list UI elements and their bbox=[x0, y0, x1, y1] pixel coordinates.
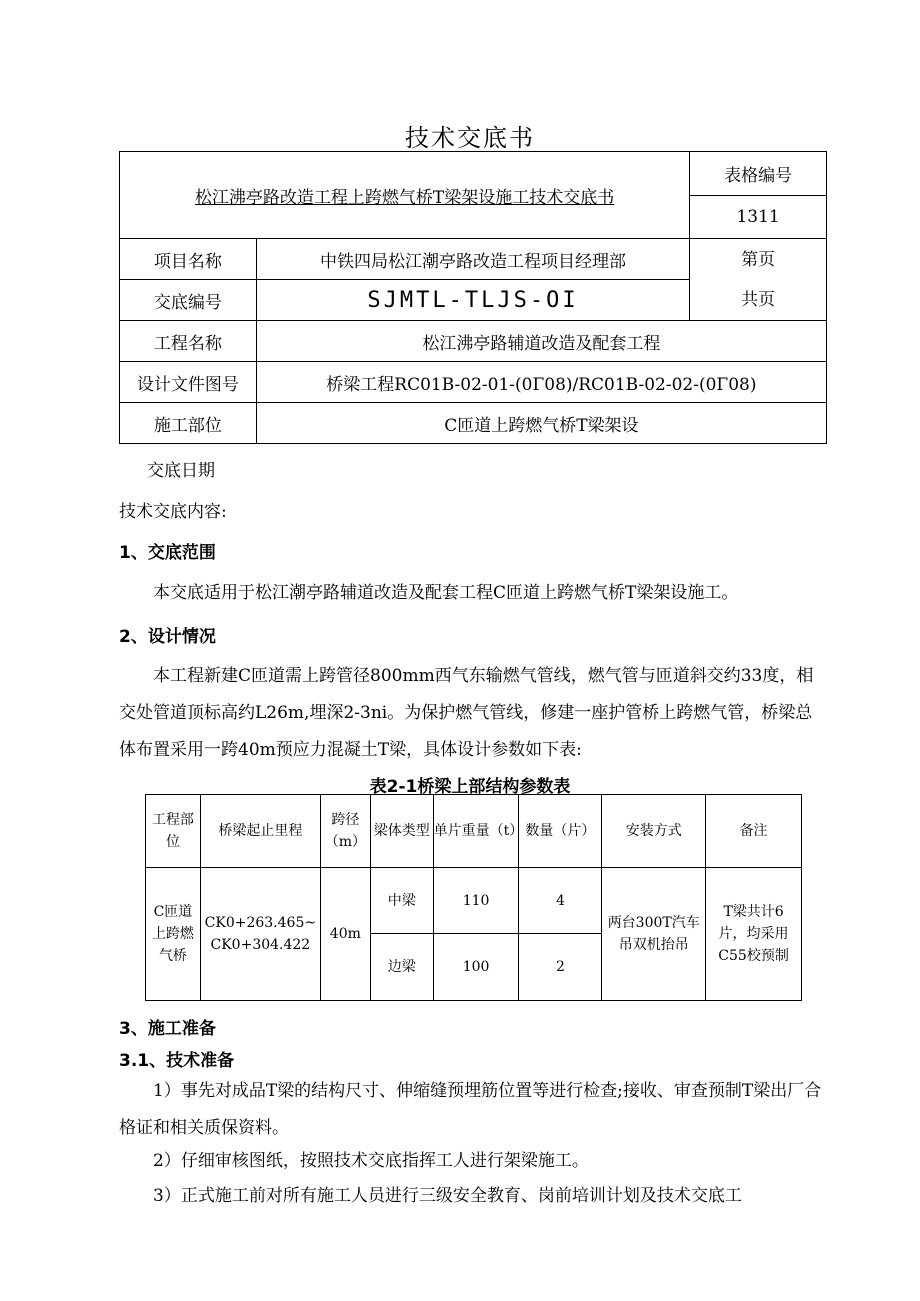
cell-beam-type: 中梁 bbox=[370, 868, 433, 934]
drawing-value: 桥梁工程RC01B-02-01-(0Γ08)/RC01B-02-02-(0Γ08) bbox=[256, 362, 826, 403]
cell-remark: T梁共计6片，均采用C55校预制 bbox=[706, 868, 802, 1001]
date-label: 交底日期 bbox=[147, 461, 215, 481]
total-pages-label: 共页 bbox=[741, 289, 776, 310]
col-header-part: 工程部位 bbox=[146, 795, 201, 868]
cell-weight: 110 bbox=[433, 868, 519, 934]
page-label: 第页 bbox=[741, 249, 776, 270]
engineering-value: 松江沸亭路辅道改造及配套工程 bbox=[256, 321, 826, 362]
col-header-weight: 单片重量（t） bbox=[433, 795, 519, 868]
section-1-heading: 1、交底范围 bbox=[119, 543, 216, 563]
col-header-mileage: 桥梁起止里程 bbox=[200, 795, 320, 868]
drawing-label: 设计文件图号 bbox=[120, 362, 257, 403]
project-label: 项目名称 bbox=[120, 239, 257, 280]
cell-mileage bbox=[200, 868, 320, 1001]
section-3-item-2: 2）仔细审核图纸，按照技术交底指挥工人进行架梁施工。 bbox=[153, 1151, 589, 1171]
cell-count: 4 bbox=[519, 868, 602, 934]
col-header-count: 数量（片） bbox=[519, 795, 602, 868]
section-3-1-heading: 3.1、技术准备 bbox=[119, 1051, 235, 1071]
engineering-label: 工程名称 bbox=[120, 321, 257, 362]
section-3-item-1: 1）事先对成品T梁的结构尺寸、伸缩缝预埋筋位置等进行检查;接收、审查预制T梁出厂合格证和相关质保资料。 bbox=[119, 1081, 822, 1138]
col-header-remark: 备注 bbox=[706, 795, 802, 868]
parameter-table bbox=[145, 794, 802, 1001]
col-header-install: 安装方式 bbox=[602, 795, 706, 868]
part-label: 施工部位 bbox=[120, 403, 257, 444]
doc-name bbox=[120, 152, 690, 239]
project-value: 中铁四局松江潮亭路改造工程项目经理部 bbox=[256, 239, 689, 280]
section-3-heading: 3、施工准备 bbox=[119, 1019, 216, 1039]
form-no-value: 1311 bbox=[690, 195, 827, 239]
section-2-text: 本工程新建C匝道需上跨管径800mm西气东输燃气管线，燃气管与匝道斜交约33度，相交处管道顶标高约L26m,埋深2-3ni。为保护燃气管线，修建一座护管桥上跨燃气管，桥梁总体布置采用一跨40m预应力混凝土T梁，具体设计参数如下表: bbox=[119, 666, 814, 760]
document-title: 技术交底书 bbox=[405, 124, 535, 152]
section-2-heading: 2、设计情况 bbox=[119, 627, 216, 647]
cell-install: 两台300T汽车吊双机抬吊 bbox=[602, 868, 706, 1001]
col-header-span: 跨径（m） bbox=[320, 795, 370, 868]
content-label: 技术交底内容: bbox=[119, 502, 227, 522]
cell-weight: 100 bbox=[433, 934, 519, 1001]
part-value: C匝道上跨燃气桥T梁架设 bbox=[256, 403, 826, 444]
cell-mileage-start: CK0+263.465~ bbox=[204, 915, 317, 931]
doc-name-text: 松江沸亭路改造工程上跨燃气桥T梁架设施工技术交底书 bbox=[194, 187, 615, 208]
section-1-text: 本交底适用于松江潮亭路辅道改造及配套工程C匝道上跨燃气桥T梁架设施工。 bbox=[153, 583, 739, 603]
section-3-item-3: 3）正式施工前对所有施工人员进行三级安全教育、岗前培训计划及技术交底工 bbox=[153, 1186, 742, 1206]
cell-beam-type: 边梁 bbox=[370, 934, 433, 1001]
header-table bbox=[119, 151, 827, 444]
cell-mileage-end: CK0+304.422 bbox=[210, 937, 311, 953]
table-caption: 表2-1桥梁上部结构参数表 bbox=[369, 777, 571, 797]
cell-count: 2 bbox=[519, 934, 602, 1001]
code-value: SJMTL-TLJS-OI bbox=[256, 280, 689, 321]
cell-span: 40m bbox=[320, 868, 370, 1001]
col-header-beam-type: 梁体类型 bbox=[370, 795, 433, 868]
cell-part: C匝道上跨燃气桥 bbox=[146, 868, 201, 1001]
code-label: 交底编号 bbox=[120, 280, 257, 321]
form-no-label: 表格编号 bbox=[690, 152, 827, 196]
table-row bbox=[146, 868, 802, 934]
page-info bbox=[690, 239, 827, 321]
